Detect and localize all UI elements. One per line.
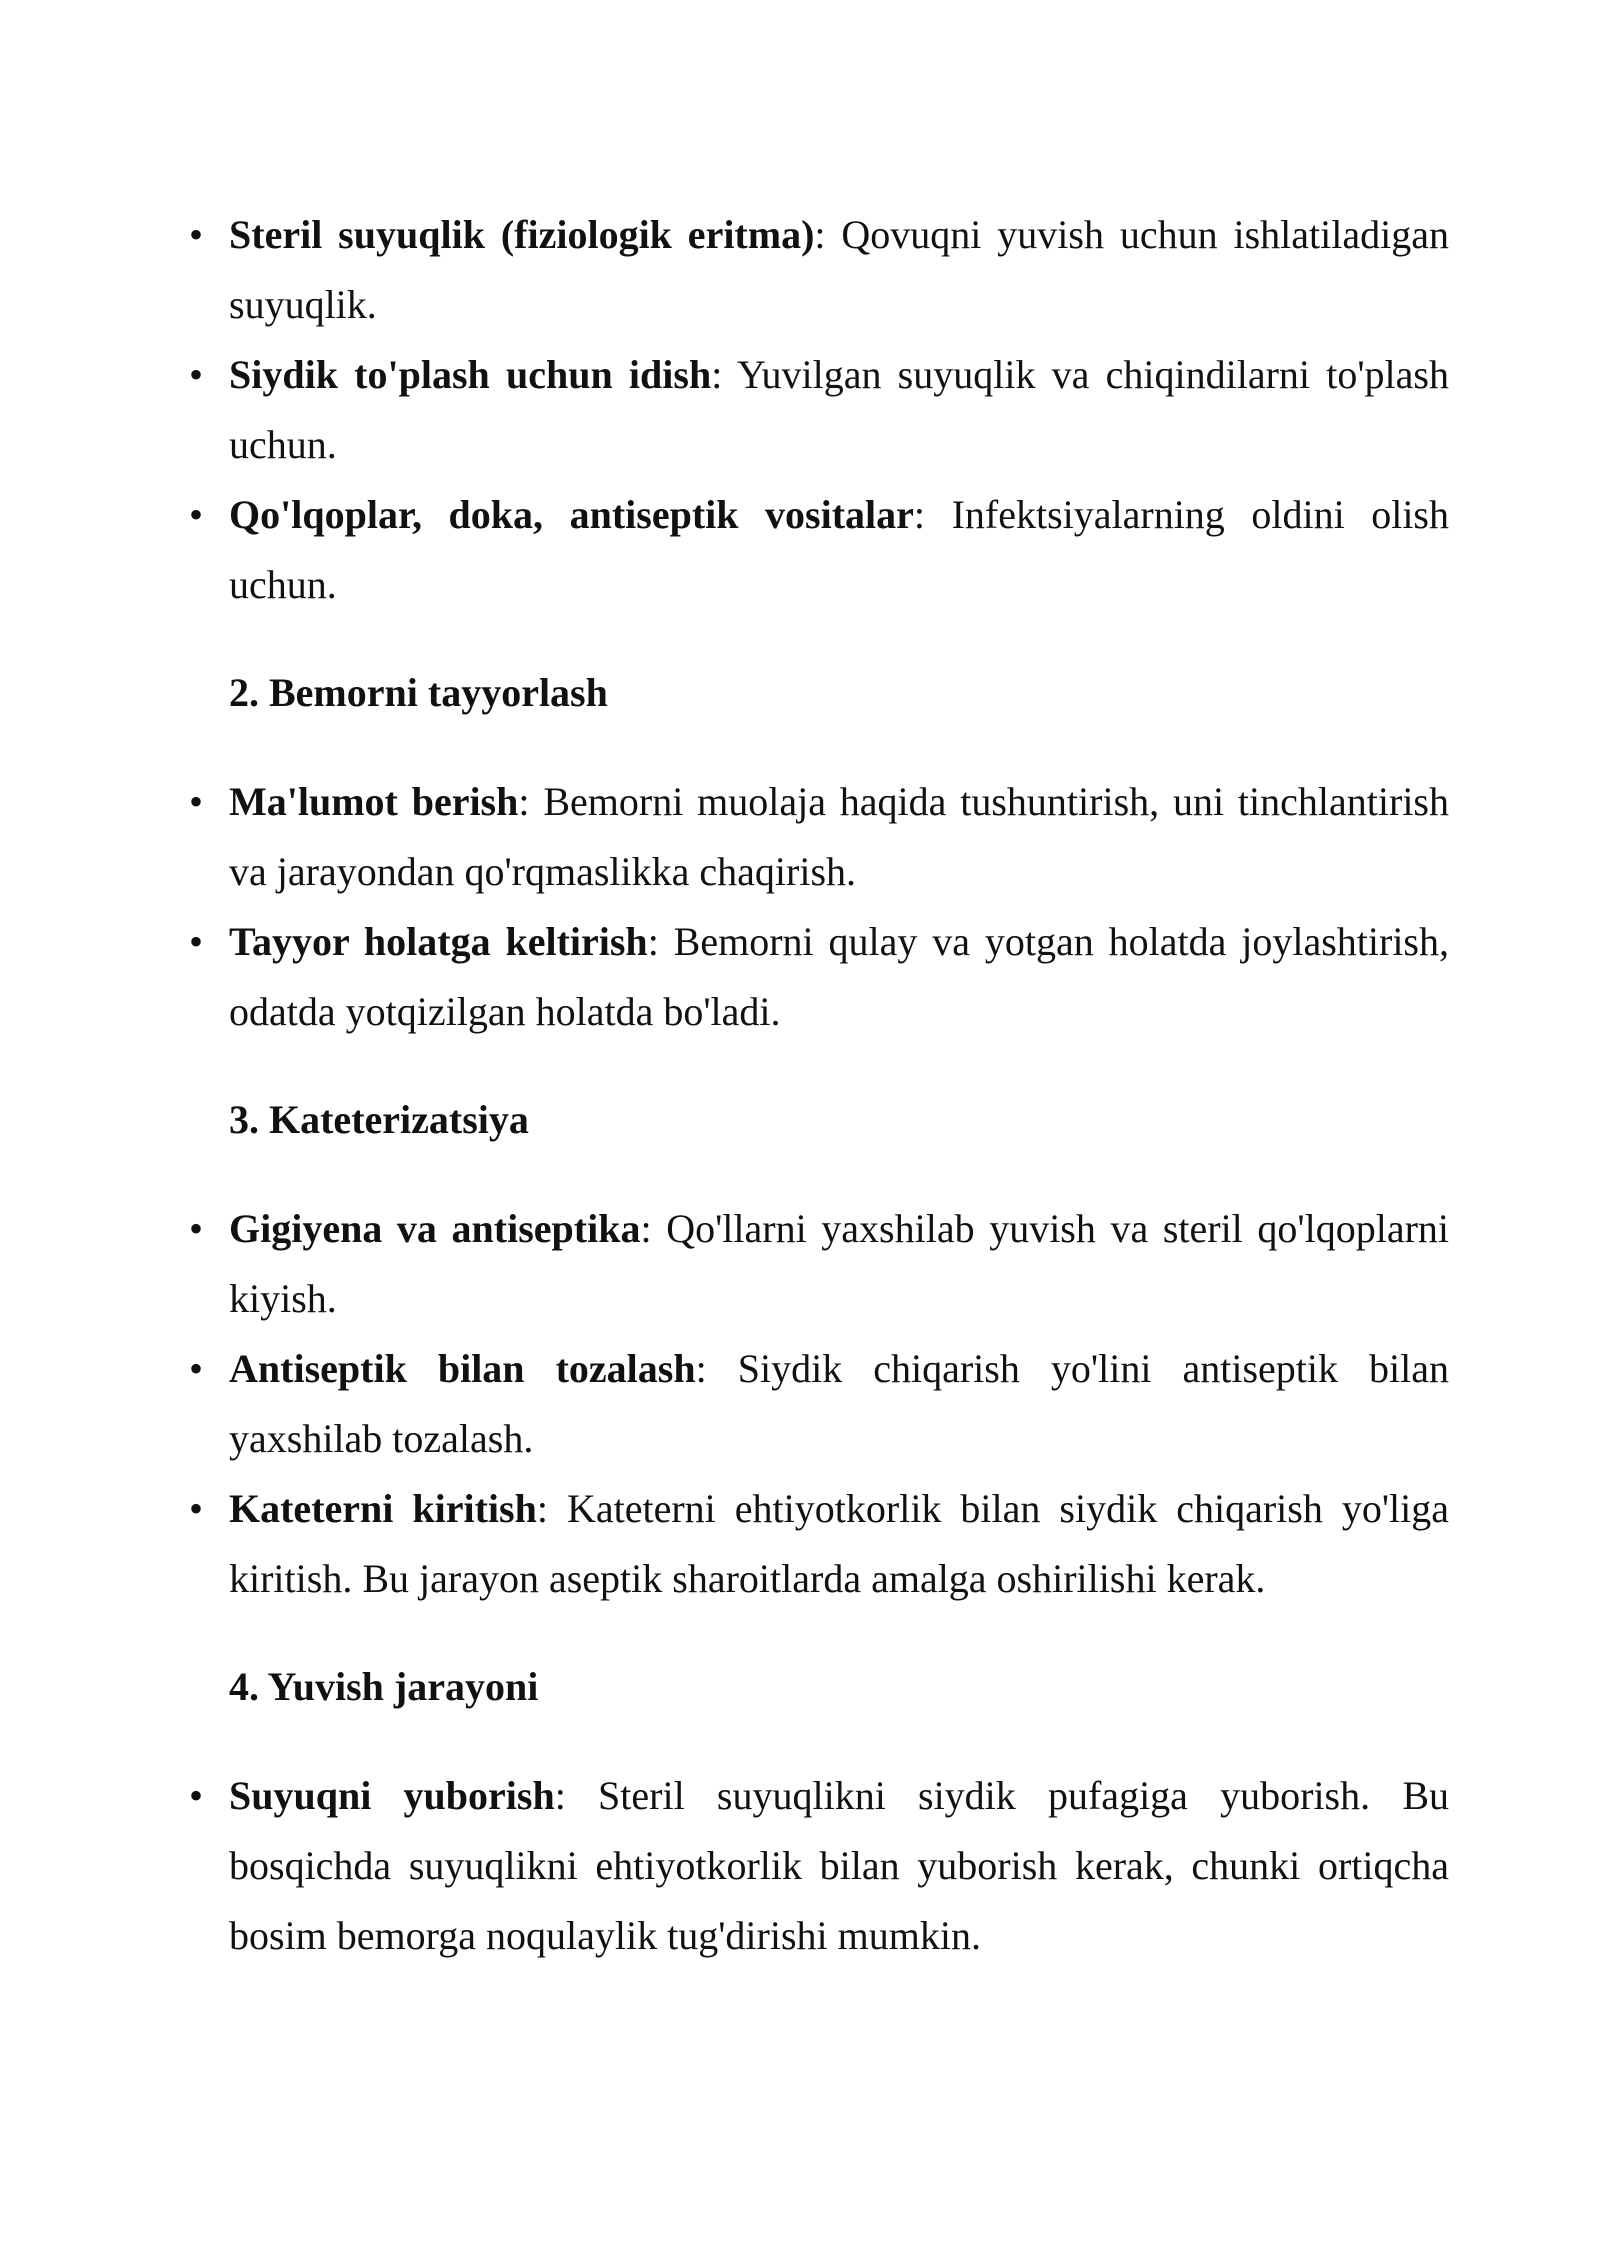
- list-item: [188, 1334, 1450, 1474]
- document-body: [188, 200, 1450, 1971]
- item-text: Qovuqni yuvish uchun ishlatiladigan suyuqlik.: [229, 212, 1449, 327]
- item-separator: :: [536, 1486, 548, 1531]
- item-term: Kateterni kiritish: [229, 1486, 537, 1531]
- bullet-icon: •: [188, 779, 203, 824]
- list-item: [188, 1761, 1450, 1971]
- item-separator: :: [554, 1773, 566, 1818]
- bullet-icon: •: [188, 1206, 203, 1251]
- item-term: Qo'lqoplar, doka, antiseptik vositalar: [229, 492, 914, 537]
- bullet-icon: •: [188, 1486, 203, 1531]
- bullet-icon: •: [188, 1773, 203, 1818]
- item-separator: :: [814, 212, 826, 257]
- item-text: Siydik chiqarish yo'lini antiseptik bilan yaxshilab tozalash.: [229, 1346, 1450, 1461]
- bullet-icon: •: [188, 352, 203, 397]
- item-term: Antiseptik bilan tozalash: [229, 1346, 696, 1391]
- bullet-icon: •: [188, 919, 203, 964]
- item-text: Yuvilgan suyuqlik va chiqindilarni to'plash uchun.: [229, 352, 1449, 467]
- item-separator: :: [913, 492, 926, 537]
- materials-list: [188, 200, 1449, 620]
- item-text: Bemorni qulay va yotgan holatda joylashtirish, odatda yotqizilgan holatda bo'ladi.: [229, 919, 1449, 1034]
- item-separator: :: [640, 1206, 652, 1251]
- list-item: [188, 480, 1449, 620]
- item-separator: :: [711, 352, 723, 397]
- item-separator: :: [647, 919, 659, 964]
- list-item: [188, 200, 1449, 340]
- item-separator: :: [518, 779, 530, 824]
- section-heading: 2. Bemorni tayyorlash: [229, 670, 608, 715]
- section-heading: 3. Kateterizatsiya: [229, 1097, 529, 1142]
- bullet-icon: •: [188, 1346, 203, 1391]
- section-list: [188, 767, 1449, 1047]
- item-separator: :: [695, 1346, 707, 1391]
- item-text: Qo'llarni yaxshilab yuvish va steril qo'lqoplarni kiyish.: [229, 1206, 1450, 1321]
- item-term: Gigiyena va antiseptika: [229, 1206, 641, 1251]
- bullet-icon: •: [188, 492, 203, 537]
- item-term: Ma'lumot berish: [229, 779, 519, 824]
- list-item: [188, 1194, 1450, 1334]
- list-item: [188, 1474, 1450, 1614]
- section-list: [188, 1194, 1450, 1614]
- item-text: Steril suyuqlikni siydik pufagiga yuborish. Bu bosqichda suyuqlikni ehtiyotkorlik bilan yuborish kerak, chunki ortiqcha bosim bemorga noqulaylik tug'dirishi mumkin.: [229, 1773, 1450, 1958]
- bullet-icon: •: [188, 212, 203, 257]
- item-term: Siydik to'plash uchun idish: [229, 352, 712, 397]
- item-term: Tayyor holatga keltirish: [229, 919, 648, 964]
- list-item: [188, 907, 1449, 1047]
- list-item: [188, 767, 1449, 907]
- section-heading: 4. Yuvish jarayoni: [229, 1664, 539, 1709]
- section-list: [188, 1761, 1450, 1971]
- item-text: Kateterni ehtiyotkorlik bilan siydik chiqarish yo'liga kiritish. Bu jarayon aseptik sharoitlarda amalga oshirilishi kerak.: [229, 1486, 1450, 1601]
- item-term: Steril suyuqlik (fiziologik eritma): [229, 212, 815, 257]
- list-item: [188, 340, 1449, 480]
- item-text: Infektsiyalarning oldini olish uchun.: [229, 492, 1449, 607]
- item-text: Bemorni muolaja haqida tushuntirish, uni tinchlantirish va jarayondan qo'rqmaslikka chaqirish.: [229, 779, 1449, 894]
- item-term: Suyuqni yuborish: [229, 1773, 555, 1818]
